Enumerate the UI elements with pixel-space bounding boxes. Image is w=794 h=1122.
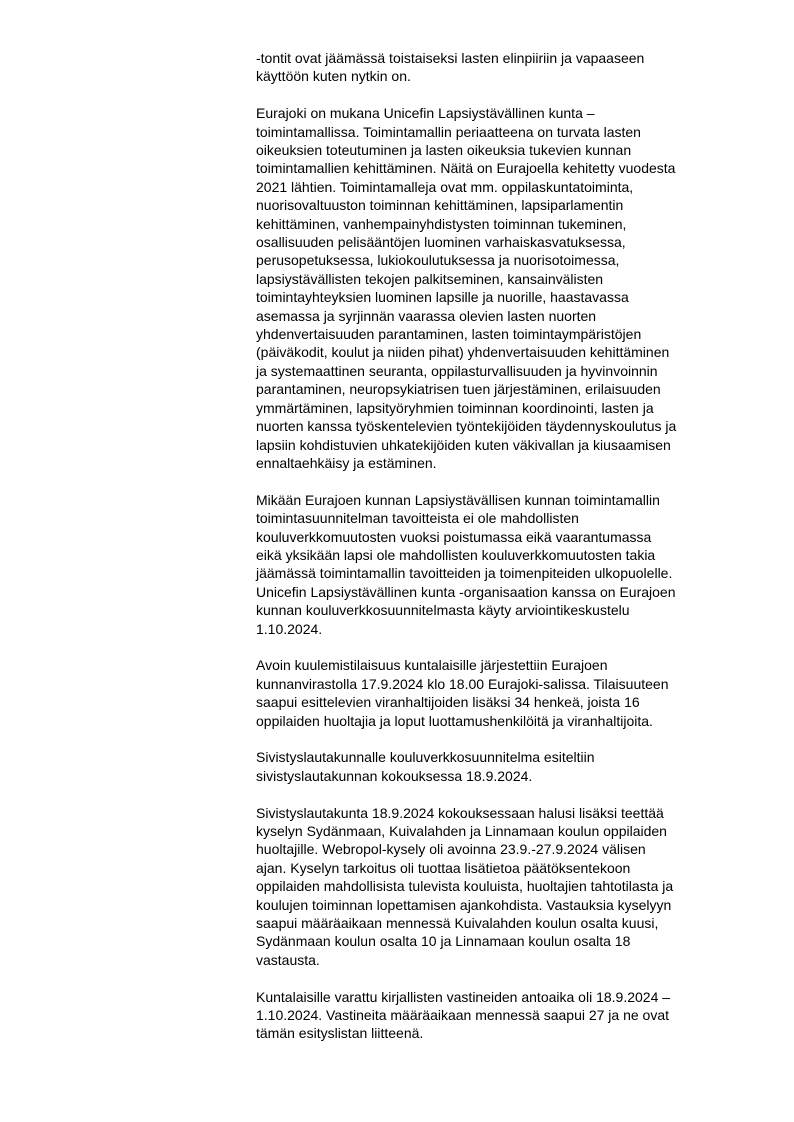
text-line: osallisuuden pelisääntöjen luominen varhaiskasvatuksessa, [256, 234, 626, 251]
text-line: vastausta. [256, 951, 320, 968]
text-line: eikä yksikään lapsi ole mahdollisten kouluverkkomuutosten takia [256, 546, 656, 563]
text-line: oppilaiden mahdollisista tulevista kouluista, huoltajien tahtotilasta ja [256, 878, 674, 895]
text-line: kouluverkkomuutosten vuoksi poistumassa eikä vaarantumassa [256, 528, 652, 545]
text-line: toimintamallissa. Toimintamallin periaatteena on turvata lasten [256, 123, 641, 140]
paragraph-written-responses [256, 988, 746, 1043]
text-line: kunnanvirastolla 17.9.2024 klo 18.00 Eurajoki-salissa. Tilaisuuteen [256, 675, 669, 692]
text-line: ymmärtäminen, lapsityöryhmien toiminnan koordinointi, lasten ja [256, 399, 654, 416]
text-line: perusopetuksessa, lukiokoulutuksessa ja nuorisotoimessa, [256, 252, 620, 269]
text-line: Kuntalaisille varattu kirjallisten vastineiden antoaika oli 18.9.2024 – [256, 988, 671, 1005]
document-page [256, 49, 746, 1061]
paragraph-survey [256, 804, 746, 970]
text-line: nuorten kanssa työskentelevien työntekijöiden täydennyskoulutus ja [256, 418, 677, 435]
text-line: ja systemaattinen seuranta, oppilasturvallisuuden ja hyvinvoinnin [256, 362, 658, 379]
text-line: ajan. Kyselyn tarkoitus oli tuottaa lisätietoa päätöksentekoon [256, 859, 631, 876]
text-line: kunnan kouluverkkosuunnitelmasta käyty arviointikeskustelu [256, 602, 630, 619]
text-line: yhdenvertaisuuden parantaminen, lasten toimintaympäristöjen [256, 326, 642, 343]
text-line: Avoin kuulemistilaisuus kuntalaisille järjestettiin Eurajoen [256, 657, 608, 674]
text-line: tämän esityslistan liitteenä. [256, 1025, 424, 1042]
text-line: Sivistyslautakunnalle kouluverkkosuunnitelma esiteltiin [256, 749, 595, 766]
text-line: Eurajoki on mukana Unicefin Lapsiystävällinen kunta – [256, 105, 595, 122]
text-line: toimintayhteyksien luominen lapsille ja nuorille, haastavassa [256, 289, 629, 306]
text-line: saapui määräaikaan mennessä Kuivalahden koulun osalta kuusi, [256, 915, 659, 932]
text-line: kyselyn Sydänmaan, Kuivalahden ja Linnamaan koulun oppilaiden [256, 822, 667, 839]
paragraph-public-hearing [256, 656, 746, 730]
text-line: lapsiystävällisten tekojen palkitseminen, kansainvälisten [256, 270, 604, 287]
text-line: Mikään Eurajoen kunnan Lapsiystävällisen kunnan toimintamallin [256, 491, 660, 508]
text-line: ennaltaehkäisy ja estäminen. [256, 454, 437, 471]
text-line: 1.10.2024. Vastineita määräaikaan mennessä saapui 27 ja ne ovat [256, 1007, 670, 1024]
text-line: asemassa ja syrjinnän vaarassa olevien lasten nuorten [256, 307, 597, 324]
text-line: lapsiin kohdistuvien uhkatekijöiden kuten väkivallan ja kiusaamisen [256, 436, 671, 453]
text-line: saapui esittelevien viranhaltijoiden lisäksi 34 henkeä, joista 16 [256, 694, 640, 711]
paragraph-committee-presentation [256, 748, 746, 785]
paragraph-school-grounds [256, 49, 746, 86]
text-line: sivistyslautakunnan kokouksessa 18.9.2024. [256, 767, 533, 784]
text-line: (päiväkodit, koulut ja niiden pihat) yhdenvertaisuuden kehittäminen [256, 344, 670, 361]
text-line: Unicefin Lapsiystävällinen kunta -organisaation kanssa on Eurajoen [256, 583, 676, 600]
text-line: oikeuksien toteutuminen ja lasten oikeuksia tukevien kunnan [256, 142, 632, 159]
text-line: käyttöön kuten nytkin on. [256, 68, 411, 85]
text-line: -tontit ovat jäämässä toistaiseksi lasten elinpiiriin ja vapaaseen [256, 50, 645, 66]
text-line: 2021 lähtien. Toimintamalleja ovat mm. oppilaskuntatoiminta, [256, 178, 634, 195]
text-line: parantaminen, neuropsykiatrisen tuen järjestäminen, erilaisuuden [256, 381, 661, 398]
text-line: toimintasuunnitelman tavoitteista ei ole mahdollisten [256, 510, 579, 527]
paragraph-plan-goals [256, 491, 746, 638]
text-line: oppilaiden huoltajia ja loput luottamushenkilöitä ja viranhaltijoita. [256, 712, 653, 729]
text-line: Sivistyslautakunta 18.9.2024 kokouksessaan halusi lisäksi teettää [256, 804, 664, 821]
text-line: Sydänmaan koulun osalta 10 ja Linnamaan koulun osalta 18 [256, 933, 631, 950]
text-line: jäämässä toimintamallin tavoitteiden ja toimenpiteiden ulkopuolelle. [256, 565, 673, 582]
text-line: kehittäminen, vanhempainyhdistysten toiminnan tukeminen, [256, 215, 627, 232]
text-line: nuorisovaltuuston toiminnan kehittäminen, lapsiparlamentin [256, 197, 624, 214]
text-line: 1.10.2024. [256, 620, 323, 637]
text-line: huoltajille. Webropol-kysely oli avoinna 23.9.-27.9.2024 välisen [256, 841, 646, 858]
text-line: koulujen toiminnan lopettamisen ajankohdista. Vastauksia kyselyyn [256, 896, 672, 913]
text-line: toimintamallien kehittäminen. Näitä on Eurajoella kehitetty vuodesta [256, 160, 676, 177]
paragraph-unicef-model [256, 104, 746, 472]
